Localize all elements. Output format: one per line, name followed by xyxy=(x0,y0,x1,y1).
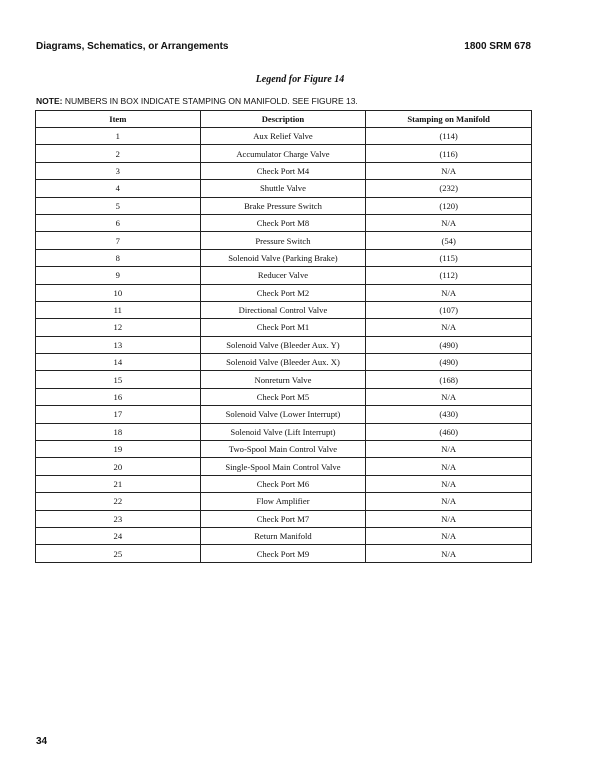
column-header-item: Item xyxy=(36,111,201,128)
table-row xyxy=(36,406,532,423)
note-text: NUMBERS IN BOX INDICATE STAMPING ON MANIFOLD. SEE FIGURE 13. xyxy=(62,96,358,106)
stamping-cell: N/A xyxy=(366,493,532,510)
table-row xyxy=(36,354,532,371)
table-header-row xyxy=(36,111,532,128)
stamping-cell: N/A xyxy=(366,214,532,231)
description-cell: Directional Control Valve xyxy=(200,301,366,318)
stamping-cell: N/A xyxy=(366,319,532,336)
table-row xyxy=(36,180,532,197)
table-row xyxy=(36,371,532,388)
stamping-cell: (114) xyxy=(366,128,532,145)
table-row xyxy=(36,249,532,266)
description-cell: Check Port M1 xyxy=(200,319,366,336)
stamping-cell: (107) xyxy=(366,301,532,318)
stamping-cell: (112) xyxy=(366,267,532,284)
description-cell: Solenoid Valve (Lift Interrupt) xyxy=(200,423,366,440)
item-number-cell: 9 xyxy=(36,267,201,284)
page-number: 34 xyxy=(36,736,48,747)
table-row xyxy=(36,284,532,301)
description-cell: Check Port M2 xyxy=(200,284,366,301)
stamping-cell: N/A xyxy=(366,475,532,492)
item-number-cell: 20 xyxy=(36,458,201,475)
item-number-cell: 13 xyxy=(36,336,201,353)
description-cell: Reducer Valve xyxy=(200,267,366,284)
table-caption: Legend for Figure 14 xyxy=(255,74,345,85)
stamping-cell: (116) xyxy=(366,145,532,162)
item-number-cell: 22 xyxy=(36,493,201,510)
item-number-cell: 16 xyxy=(36,388,201,405)
item-number-cell: 5 xyxy=(36,197,201,214)
table-row xyxy=(36,493,532,510)
table-row xyxy=(36,145,532,162)
note xyxy=(36,96,358,106)
legend-table xyxy=(35,110,532,563)
table-row xyxy=(36,388,532,405)
description-cell: Aux Relief Valve xyxy=(200,128,366,145)
stamping-cell: (232) xyxy=(366,180,532,197)
stamping-cell: N/A xyxy=(366,510,532,527)
description-cell: Solenoid Valve (Parking Brake) xyxy=(200,249,366,266)
description-cell: Nonreturn Valve xyxy=(200,371,366,388)
description-cell: Single-Spool Main Control Valve xyxy=(200,458,366,475)
item-number-cell: 11 xyxy=(36,301,201,318)
stamping-cell: N/A xyxy=(366,388,532,405)
description-cell: Two-Spool Main Control Valve xyxy=(200,441,366,458)
description-cell: Check Port M4 xyxy=(200,162,366,179)
column-header-stamping: Stamping on Manifold xyxy=(366,111,532,128)
table-row xyxy=(36,232,532,249)
description-cell: Check Port M8 xyxy=(200,214,366,231)
table-row xyxy=(36,301,532,318)
stamping-cell: (460) xyxy=(366,423,532,440)
table-row xyxy=(36,510,532,527)
stamping-cell: (490) xyxy=(366,354,532,371)
description-cell: Check Port M9 xyxy=(200,545,366,562)
stamping-cell: (115) xyxy=(366,249,532,266)
description-cell: Pressure Switch xyxy=(200,232,366,249)
section-header: Diagrams, Schematics, or Arrangements xyxy=(36,41,229,52)
table-row xyxy=(36,214,532,231)
stamping-cell: (120) xyxy=(366,197,532,214)
description-cell: Solenoid Valve (Lower Interrupt) xyxy=(200,406,366,423)
table-row xyxy=(36,423,532,440)
table-row xyxy=(36,336,532,353)
description-cell: Check Port M5 xyxy=(200,388,366,405)
item-number-cell: 14 xyxy=(36,354,201,371)
stamping-cell: N/A xyxy=(366,458,532,475)
item-number-cell: 7 xyxy=(36,232,201,249)
item-number-cell: 1 xyxy=(36,128,201,145)
column-header-description: Description xyxy=(200,111,366,128)
stamping-cell: N/A xyxy=(366,527,532,544)
description-cell: Accumulator Charge Valve xyxy=(200,145,366,162)
stamping-cell: (490) xyxy=(366,336,532,353)
table-row xyxy=(36,162,532,179)
description-cell: Solenoid Valve (Bleeder Aux. X) xyxy=(200,354,366,371)
description-cell: Brake Pressure Switch xyxy=(200,197,366,214)
item-number-cell: 10 xyxy=(36,284,201,301)
description-cell: Shuttle Valve xyxy=(200,180,366,197)
stamping-cell: N/A xyxy=(366,441,532,458)
table-row xyxy=(36,527,532,544)
description-cell: Solenoid Valve (Bleeder Aux. Y) xyxy=(200,336,366,353)
stamping-cell: (168) xyxy=(366,371,532,388)
item-number-cell: 19 xyxy=(36,441,201,458)
table-row xyxy=(36,197,532,214)
description-cell: Check Port M7 xyxy=(200,510,366,527)
table-row xyxy=(36,441,532,458)
item-number-cell: 24 xyxy=(36,527,201,544)
table-row xyxy=(36,545,532,562)
item-number-cell: 12 xyxy=(36,319,201,336)
table-row xyxy=(36,267,532,284)
stamping-cell: N/A xyxy=(366,284,532,301)
stamping-cell: N/A xyxy=(366,162,532,179)
item-number-cell: 15 xyxy=(36,371,201,388)
item-number-cell: 18 xyxy=(36,423,201,440)
description-cell: Flow Amplifier xyxy=(200,493,366,510)
description-cell: Check Port M6 xyxy=(200,475,366,492)
table-row xyxy=(36,319,532,336)
stamping-cell: (54) xyxy=(366,232,532,249)
item-number-cell: 4 xyxy=(36,180,201,197)
stamping-cell: (430) xyxy=(366,406,532,423)
stamping-cell: N/A xyxy=(366,545,532,562)
table-row xyxy=(36,128,532,145)
description-cell: Return Manifold xyxy=(200,527,366,544)
item-number-cell: 21 xyxy=(36,475,201,492)
table-row xyxy=(36,475,532,492)
item-number-cell: 8 xyxy=(36,249,201,266)
item-number-cell: 23 xyxy=(36,510,201,527)
table-row xyxy=(36,458,532,475)
item-number-cell: 17 xyxy=(36,406,201,423)
document-number: 1800 SRM 678 xyxy=(464,41,531,52)
item-number-cell: 2 xyxy=(36,145,201,162)
item-number-cell: 25 xyxy=(36,545,201,562)
item-number-cell: 3 xyxy=(36,162,201,179)
item-number-cell: 6 xyxy=(36,214,201,231)
note-label: NOTE: xyxy=(36,96,63,106)
